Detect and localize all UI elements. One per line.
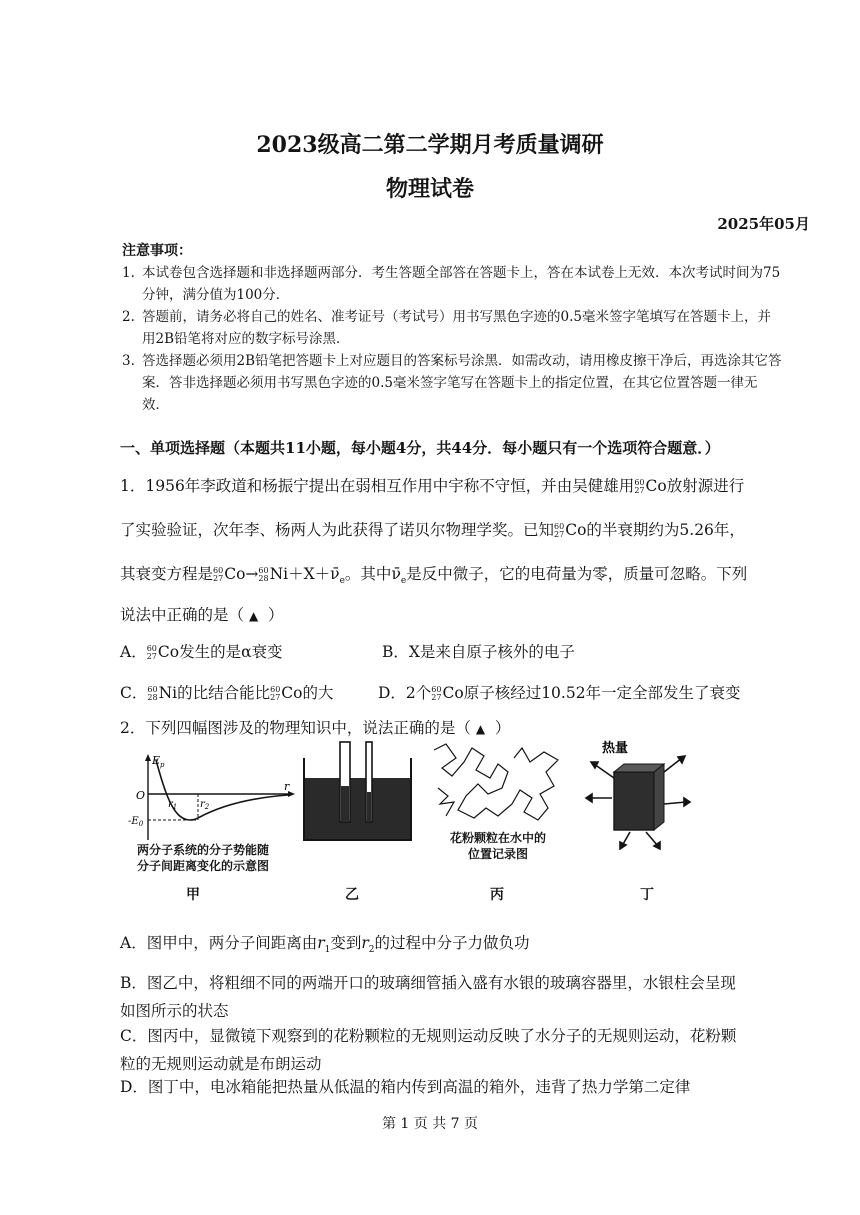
q1-text: 其衰变方程是 [120,565,214,583]
q1-option-b: B．X是来自原子核外的电子 [382,643,575,661]
neutrino-symbol: $\nū_e$ [330,565,345,587]
axis-label-r: r [284,780,290,793]
q1-text: 放射源进行 [666,477,745,495]
q1-text: 1．1956年李政道和杨振宁提出在弱相互作用中宇称不守恒，并由吴健雄用 [120,477,635,495]
q1-text: 。其中 [344,565,392,583]
heat-label: 热量 [602,741,629,756]
notice-item-2 [122,306,782,350]
q1-option-c: C． 60 28 Ni的比结合能比 60 27 Co的大 [120,684,334,702]
fig-jia-caption: 两分子系统的分子势能随 分子间距离变化的示意图 [136,843,269,873]
q2-stem: 2．下列四幅图涉及的物理知识中，说法正确的是（ ▲ ） [120,719,511,737]
mercury-container-figure [300,740,415,845]
q1-text: 了实验验证，次年李、杨两人为此获得了诺贝尔物理学奖。已知 [120,521,555,539]
exam-title: 2023级高二第二学期月考质量调研 [256,132,604,158]
neutrino-symbol: $\nū_e$ [391,565,407,587]
thin-tube-mercury [367,792,371,822]
isotope-label: 60 28 [258,566,269,583]
refrigerator-side [654,764,664,830]
notice-item-1 [122,262,782,306]
thick-tube-mercury [341,786,349,822]
notice-item-3 [122,350,782,416]
isotope-label: 60 27 [213,566,224,583]
q1-line-1 [120,474,780,496]
q1-text: Ni＋X＋ [269,565,331,583]
axis-label-ep: $E_p$ [152,754,165,769]
subject-title: 物理试卷 [385,176,474,202]
r1-label: $r_1$ [168,799,178,811]
refrigerator-figure [582,738,694,850]
element-symbol: Co [224,565,246,583]
exam-date: 2025年05月 [717,215,810,233]
answer-mark: ▲ [475,722,486,736]
notice-text: 答题前，请务必将自己的姓名、准考证号（考试号）用书写黑色字迹的0.5毫米签字笔填写在答题卡上，并用2B铅笔将对应的数字标号涂黑． [142,309,771,347]
brownian-motion-figure [428,738,566,826]
q2-option-b: B．图乙中，将粗细不同的两端开口的玻璃细管插入盛有水银的玻璃容器里，水银柱会呈现 如图所示的状态 [120,974,736,1020]
notice-text: 本试卷包含选择题和非选择题两部分．考生答题全部答在答题卡上，答在本试卷上无效．本次考试时间为75分钟，满分值为100分． [142,265,781,303]
fig-yi-label: 乙 [345,887,359,903]
q1-line-4: 说法中正确的是（ ▲ ） [120,606,284,624]
q2-option-a: A．图甲中，两分子间距离由$r_1$变到$r_2$的过程中分子力做负功 [120,934,530,956]
particle-path-2 [438,788,454,816]
r2-label: $r_2$ [200,799,210,811]
q1-text: 的半衰期约为5.26年， [586,521,745,539]
q1-line-2 [120,518,780,540]
notice-number: 1. [122,265,135,281]
notice-number: 2. [122,309,135,325]
fig-bing-caption: 花粉颗粒在水中的 位置记录图 [449,831,546,861]
fig-jia-label: 甲 [186,887,200,903]
fig-ding-label: 丁 [640,887,654,903]
notice-text: 答选择题必须用2B铅笔把答题卡上对应题目的答案标号涂黑．如需改动，请用橡皮擦干净后，再选涂其它答案．答非选择题必须用书写黑色字迹的0.5毫米签字笔写在答题卡上的指定位置，在其它位置答题一律无效． [142,353,782,413]
e0-label: $-E_0$ [128,816,144,828]
page-footer: 第 1 页 共 7 页 [381,1116,479,1132]
q1-text: 是反中微子，它的电荷量为零，质量可忽略。下列 [406,565,748,583]
q1-option-d: D．2个 60 27 Co原子核经过10.52年一定全部发生了衰变 [378,684,741,702]
answer-mark: ▲ [248,609,259,623]
origin-label: O [136,789,146,802]
notice-number: 3. [122,353,135,369]
isotope-label: 60 27 [554,522,565,539]
q1-option-a: A． 60 27 Co发生的是α衰变 [120,643,283,661]
element-symbol: Co [565,521,587,539]
mercury-body [305,778,410,839]
y-axis-arrow [145,754,151,761]
q2-option-d: D．图丁中，电冰箱能把热量从低温的箱内传到高温的箱外，违背了热力学第二定律 [120,1078,691,1096]
section-title: 一、单项选择题（本题共11小题，每小题4分，共44分．每小题只有一个选项符合题意．） [120,439,720,457]
fig-bing-label: 丙 [490,887,504,903]
q1-text: 说法中正确的是（ [120,606,245,624]
isotope-label: 60 27 [634,478,645,495]
notice-heading: 注意事项： [122,243,192,259]
potential-energy-graph [118,752,298,842]
arrow-symbol: → [245,565,259,583]
q1-line-3 [120,562,780,586]
q2-option-c: C．图丙中，显微镜下观察到的花粉颗粒的无规则运动反映了水分子的无规则运动，花粉颗 粒的无规则运动就是布朗运动 [120,1027,737,1073]
refrigerator-box [614,772,654,830]
particle-path [434,744,558,820]
element-symbol: Co [645,477,667,495]
potential-curve [156,760,288,820]
